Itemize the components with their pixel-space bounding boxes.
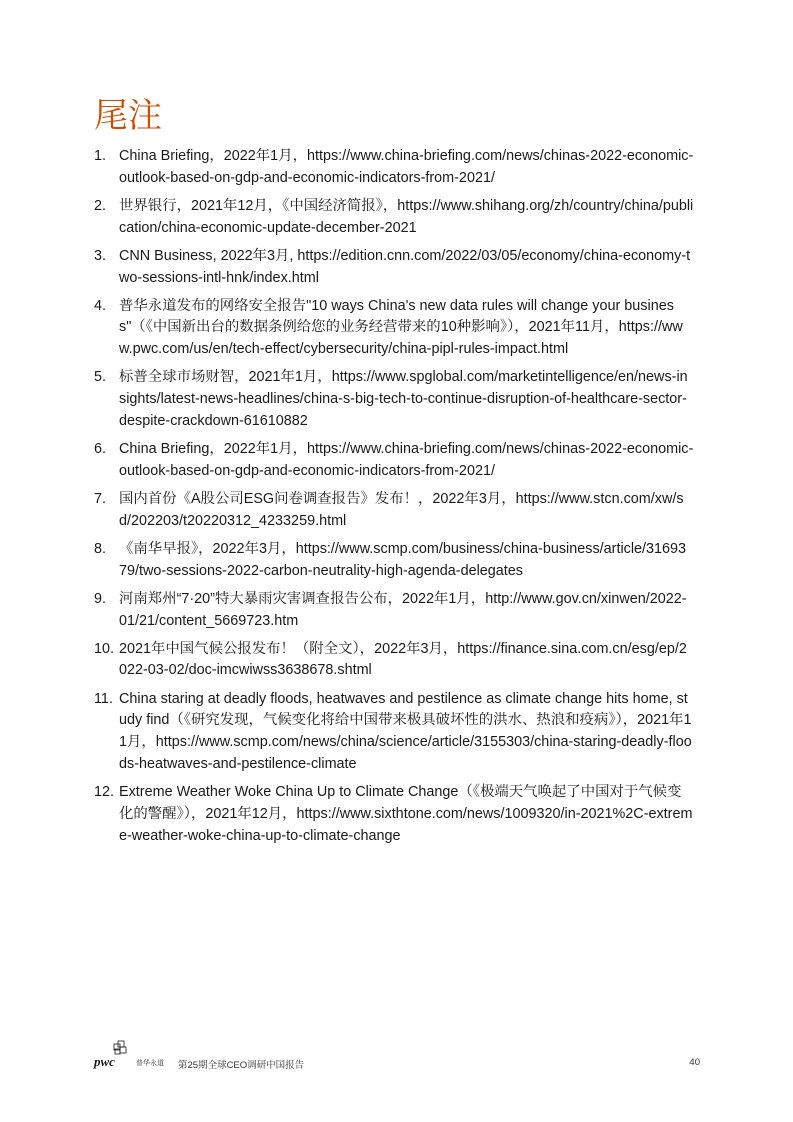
endnote-item [94, 196, 694, 240]
logo-mark-icon [112, 1040, 128, 1056]
page-footer [94, 1040, 700, 1072]
endnote-text: 2021年中国气候公报发布！（附全文），2022年3月，https://finance.sina.com.cn/esg/ep/2022-03-02/doc-imcwiwss3638678.shtml [119, 640, 687, 679]
endnote-item [94, 689, 694, 776]
pwc-logo [94, 1040, 138, 1072]
endnote-item [94, 246, 694, 290]
endnote-item [94, 782, 694, 847]
endnote-number: 10. [94, 640, 115, 657]
endnote-text: Extreme Weather Woke China Up to Climate Change（《极端天气唤起了中国对于气候变化的警醒》），2021年12月，https://www.sixthtone.com/news/1009320/in-2021%2C-extreme-weather-woke-china-up-to-climate-change [119, 783, 693, 844]
endnote-number: 3. [94, 247, 107, 264]
endnote-item [94, 539, 694, 583]
endnote-text: 世界银行，2021年12月，《中国经济简报》，https://www.shihang.org/zh/country/china/publication/china-economic-update-december-2021 [119, 197, 694, 236]
endnote-number: 9. [94, 590, 107, 607]
endnotes-list [94, 146, 694, 854]
page-number: 40 [689, 1057, 700, 1068]
endnote-number: 2. [94, 197, 107, 214]
footer-report-title: 第25期全球CEO调研中国报告 [178, 1060, 305, 1071]
endnote-text: 普华永道发布的网络安全报告"10 ways China's new data rules will change your business"（《中国新出台的数据条例给您的业务经营带来的10种影响》），2021年11月，https://www.pwc.com/us/en/tech-effect/cybersecurity/china-pipl-rules-impact.html [119, 297, 683, 358]
logo-wordmark: pwc [94, 1054, 115, 1069]
endnote-text: 河南郑州“7·20”特大暴雨灾害调查报告公布，2022年1月，http://www.gov.cn/xinwen/2022-01/21/content_5669723.htm [119, 590, 687, 629]
endnote-text: China Briefing，2022年1月，https://www.china-briefing.com/news/chinas-2022-economic-outlook-based-on-gdp-and-economic-indicators-from-2021/ [119, 441, 694, 479]
endnote-item [94, 367, 694, 432]
endnote-number: 5. [94, 369, 107, 386]
endnote-item [94, 639, 694, 683]
endnote-number: 6. [94, 441, 107, 458]
endnote-number: 7. [94, 490, 107, 507]
endnote-text: 《南华早报》，2022年3月，https://www.scmp.com/business/china-business/article/3169379/two-sessions-2022-carbon-neutrality-high-agenda-delegates [119, 540, 687, 579]
endnote-item [94, 296, 694, 361]
endnote-item [94, 489, 694, 533]
endnote-item [94, 589, 694, 633]
endnote-text: CNN Business, 2022年3月, https://edition.cnn.com/2022/03/05/economy/china-economy-two-sessions-intl-hnk/index.html [119, 247, 691, 286]
endnote-text: 标普全球市场财智，2021年1月，https://www.spglobal.com/marketintelligence/en/news-insights/latest-news-headlines/china-s-big-tech-to-continue-disruption-of-healthcare-sector-despite-crackdown-61610882 [119, 369, 688, 429]
page-title: 尾注 [94, 96, 162, 136]
endnote-item [94, 146, 694, 190]
endnote-text: China staring at deadly floods, heatwaves and pestilence as climate change hits home, study find（《研究发现，气候变化将给中国带来极具破坏性的洪水、热浪和疫病》），2021年11月，https://www.scmp.com/news/china/science/article/3155303/china-staring-deadly-floods-heatwaves-and-pestilence-climate [119, 690, 692, 772]
endnote-text: 国内首份《A股公司ESG问卷调查报告》发布！，2022年3月，https://www.stcn.com/xw/sd/202203/t20220312_4233259.html [119, 490, 684, 529]
endnote-number: 11. [94, 690, 113, 707]
endnote-text: China Briefing，2022年1月，https://www.china-briefing.com/news/chinas-2022-economic-outlook-based-on-gdp-and-economic-indicators-from-2021/ [119, 148, 694, 186]
endnote-item [94, 439, 694, 483]
endnote-number: 12. [94, 783, 115, 800]
endnote-number: 8. [94, 540, 107, 557]
endnote-number: 4. [94, 297, 107, 314]
endnote-number: 1. [94, 148, 107, 164]
logo-chinese-name: 普华永道 [136, 1060, 164, 1067]
